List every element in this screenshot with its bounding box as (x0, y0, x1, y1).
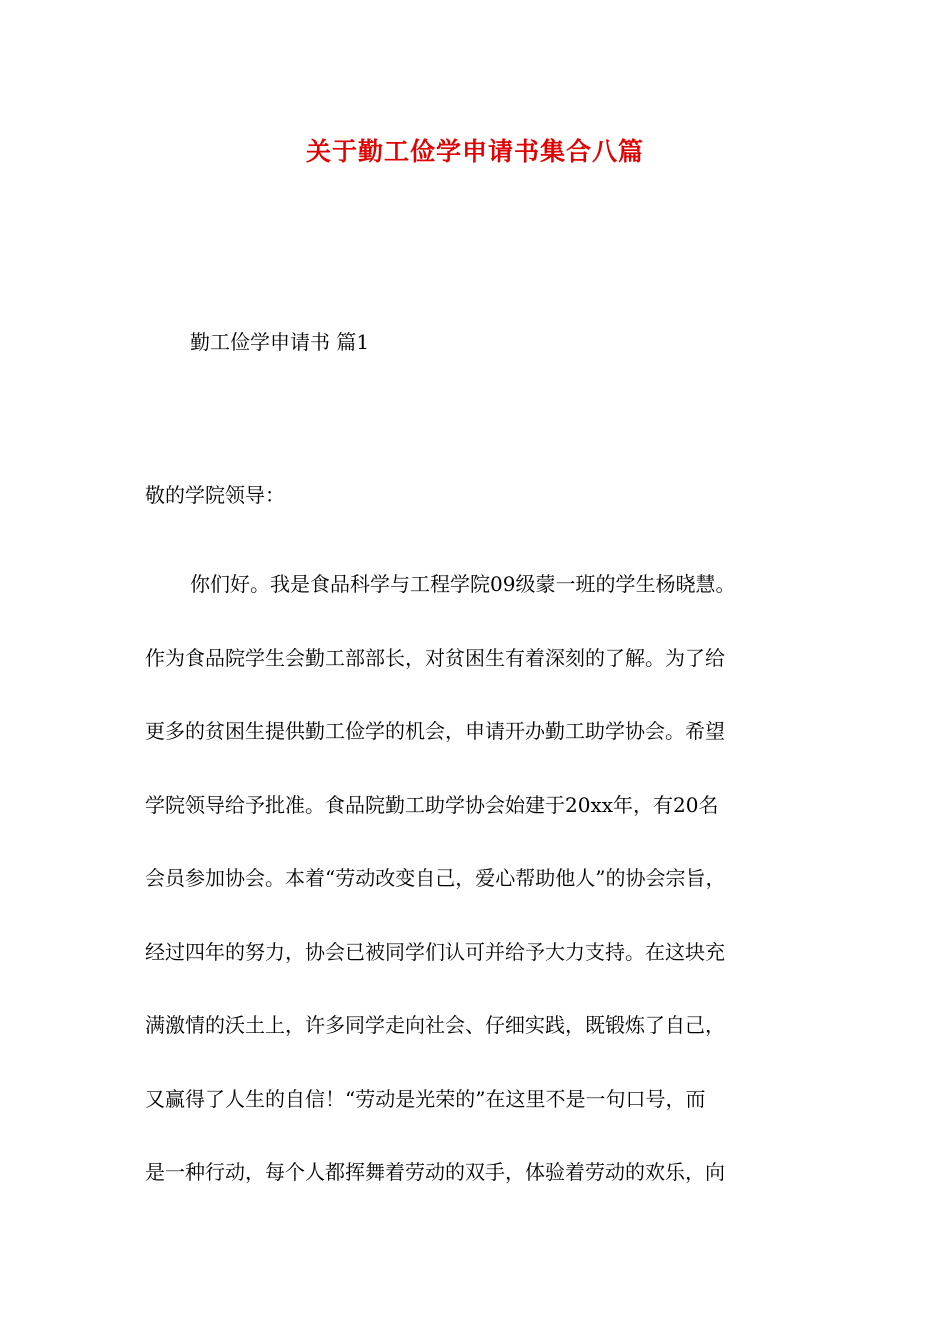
body-line: 满激情的沃土上，许多同学走向社会、仔细实践，既锻炼了自己， (145, 1013, 725, 1037)
body-line: 你们好。我是食品科学与工程学院09级蒙一班的学生杨晓慧。 (190, 572, 736, 596)
body-line: 学院领导给予批准。食品院勤工助学协会始建于20xx年，有20名 (145, 792, 719, 817)
document-title: 关于勤工俭学申请书集合八篇 (305, 137, 644, 166)
body-line: 又赢得了人生的自信！“劳动是光荣的”在这里不是一句口号，而 (145, 1086, 706, 1111)
salutation: 敬的学院领导： (145, 483, 285, 507)
body-line: 作为食品院学生会勤工部部长，对贫困生有着深刻的了解。为了给 (145, 645, 725, 670)
body-paragraph (145, 548, 835, 1210)
body-line: 经过四年的努力，协会已被同学们认可并给予大力支持。在这块充 (145, 939, 725, 964)
body-line: 会员参加协会。本着“劳动改变自己，爱心帮助他人”的协会宗旨， (145, 866, 726, 890)
body-line: 更多的贫困生提供勤工俭学的机会，申请开办勤工助学协会。希望 (145, 719, 725, 743)
section-heading: 勤工俭学申请书 篇1 (190, 330, 370, 354)
body-line: 是一种行动，每个人都挥舞着劳动的双手，体验着劳动的欢乐，向 (145, 1160, 725, 1184)
